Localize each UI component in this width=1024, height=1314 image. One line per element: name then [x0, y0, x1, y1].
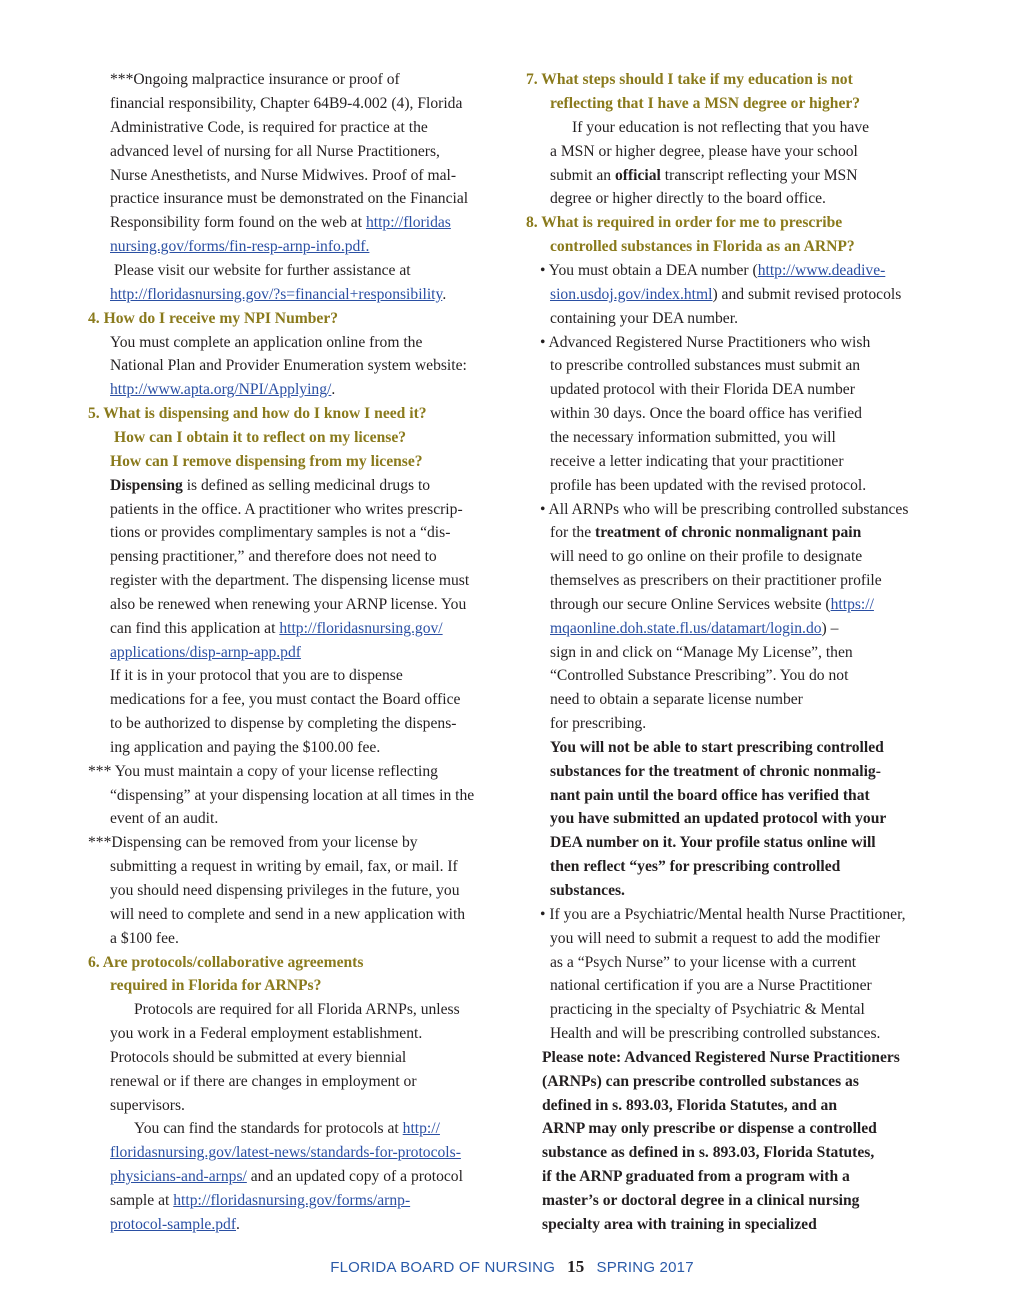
line-text-after: . — [331, 381, 336, 398]
line-text: sample at — [110, 1192, 174, 1209]
line-text-after: ) and submit revised protocols — [712, 286, 902, 303]
question-heading — [88, 307, 338, 331]
text-line — [550, 140, 858, 164]
text-line — [550, 474, 866, 498]
line-text: a MSN or higher degree, please have your school — [550, 143, 858, 160]
hyperlink[interactable]: http://floridasnursing.gov/forms/arnp- — [173, 1192, 411, 1209]
text-line — [110, 736, 380, 760]
text-line — [540, 903, 906, 927]
line-text-after: . — [236, 1216, 240, 1233]
hyperlink[interactable]: mqaonline.doh.state.fl.us/datamart/login.do — [550, 620, 822, 637]
bold-emphasis: treatment of chronic nonmalignant pain — [595, 524, 862, 541]
line-text: defined in s. 893.03, Florida Statutes, and an — [542, 1097, 838, 1114]
line-text: also be renewed when renewing your ARNP license. You — [110, 596, 467, 613]
line-text: controlled substances in Florida as an ARNP? — [550, 238, 855, 255]
line-text: within 30 days. Once the board office has verified — [550, 405, 862, 422]
hyperlink[interactable]: https:// — [830, 596, 874, 613]
line-text: • If you are a Psychiatric/Mental health Nurse Practitioner, — [540, 906, 906, 923]
line-text: the necessary information submitted, you will — [550, 429, 836, 446]
line-text: substances. — [550, 882, 625, 899]
line-text-after: ) – — [821, 620, 839, 637]
text-line — [110, 617, 443, 641]
line-text: You must complete an application online from the — [110, 334, 423, 351]
bold-emphasis: official — [614, 167, 661, 184]
line-text: degree or higher directly to the board office. — [550, 190, 826, 207]
hyperlink[interactable]: http://www.deadive- — [757, 262, 886, 279]
line-text: 5. What is dispensing and how do I know I need it? — [88, 405, 427, 422]
line-text: reflecting that I have a MSN degree or higher? — [550, 95, 861, 112]
text-line — [550, 378, 855, 402]
text-line — [550, 354, 860, 378]
text-line — [110, 1189, 410, 1213]
line-text: • All ARNPs who will be prescribing controlled substances — [540, 501, 909, 518]
line-text: ***Ongoing malpractice insurance or proof of — [110, 71, 400, 88]
line-text: ing application and paying the $100.00 fee. — [110, 739, 381, 756]
line-text: 8. What is required in order for me to prescribe — [526, 214, 843, 231]
text-line — [110, 927, 179, 951]
text-line — [110, 68, 400, 92]
text-line — [550, 521, 861, 545]
line-text: then reflect “yes” for prescribing controlled — [550, 858, 841, 875]
text-line — [542, 1070, 859, 1094]
line-text: master’s or doctoral degree in a clinical nursing — [542, 1192, 860, 1209]
line-text: medications for a fee, you must contact the Board office — [110, 691, 461, 708]
text-line — [110, 211, 451, 235]
line-text: renewal or if there are changes in employment or — [110, 1073, 417, 1090]
text-line — [550, 855, 840, 879]
text-line — [540, 259, 885, 283]
hyperlink[interactable]: http://floridasnursing.gov/ — [279, 620, 443, 637]
text-line — [110, 712, 456, 736]
text-line — [550, 736, 884, 760]
text-line — [550, 593, 874, 617]
line-text: pensing practitioner,” and therefore does not need to — [110, 548, 437, 565]
line-text: You can find the standards for protocols at — [134, 1120, 403, 1137]
line-text: practice insurance must be demonstrated on the Financial — [110, 190, 469, 207]
text-line — [110, 903, 465, 927]
issue-date: SPRING 2017 — [596, 1259, 694, 1276]
text-line — [550, 927, 880, 951]
line-text: 6. Are protocols/collaborative agreements — [88, 954, 364, 971]
text-line — [540, 331, 870, 355]
line-text: through our secure Online Services website ( — [550, 596, 831, 613]
text-line — [110, 1022, 422, 1046]
line-text: themselves as prescribers on their practitioner profile — [550, 572, 882, 589]
text-line — [550, 664, 848, 688]
line-text: containing your DEA number. — [550, 310, 738, 327]
question-heading — [526, 68, 853, 92]
line-text: substances for the treatment of chronic nonmalig- — [550, 763, 881, 780]
line-text: event of an audit. — [110, 810, 219, 827]
line-text-after: . — [442, 286, 447, 303]
line-text: you should need dispensing privileges in the future, you — [110, 882, 460, 899]
text-line — [550, 617, 838, 641]
line-text-after: and an updated copy of a protocol — [246, 1168, 463, 1185]
text-line — [550, 402, 862, 426]
line-text-after: transcript reflecting your MSN — [660, 167, 858, 184]
text-line — [110, 116, 428, 140]
text-line — [88, 760, 438, 784]
line-text: “dispensing” at your dispensing location at all times in the — [110, 787, 475, 804]
line-text: *** You must maintain a copy of your license reflecting — [88, 763, 438, 780]
line-text: financial responsibility, Chapter 64B9-4.002 (4), Florida — [110, 95, 463, 112]
text-line — [110, 593, 466, 617]
line-text: Nurse Anesthetists, and Nurse Midwives. Proof of mal- — [110, 167, 457, 184]
text-line — [540, 498, 908, 522]
text-line — [110, 164, 456, 188]
text-line — [542, 1213, 817, 1237]
question-heading — [88, 402, 427, 426]
line-text: you have submitted an updated protocol with your — [550, 810, 887, 827]
publication-name: FLORIDA BOARD OF NURSING — [330, 1259, 556, 1276]
text-line — [550, 712, 646, 736]
text-line — [550, 187, 826, 211]
line-text: • You must obtain a DEA number ( — [540, 262, 758, 279]
bold-term: Dispensing — [110, 477, 183, 494]
text-line — [110, 378, 335, 402]
text-line — [110, 545, 437, 569]
line-text: you work in a Federal employment establishment. — [110, 1025, 423, 1042]
text-line — [572, 116, 869, 140]
text-line — [110, 354, 467, 378]
line-text: submit an — [550, 167, 615, 184]
hyperlink[interactable]: physicians-and-arnps/ — [110, 1168, 247, 1185]
text-line — [110, 474, 430, 498]
text-line — [110, 807, 218, 831]
line-text: will need to go online on their profile to designate — [550, 548, 863, 565]
text-line — [550, 807, 886, 831]
line-text: Health and will be prescribing controlled substances. — [550, 1025, 881, 1042]
line-text: Please note: Advanced Registered Nurse Practitioners — [542, 1049, 900, 1066]
line-text: updated protocol with their Florida DEA number — [550, 381, 855, 398]
text-line — [550, 569, 882, 593]
line-text: a $100 fee — [110, 930, 175, 947]
text-line — [110, 521, 450, 545]
text-line — [550, 307, 738, 331]
line-text: advanced level of nursing for all Nurse Practitioners, — [110, 143, 440, 160]
line-text: If it is in your protocol that you are to dispense — [110, 667, 403, 684]
text-line — [542, 1141, 874, 1165]
line-text: 7. What steps should I take if my education is not — [526, 71, 853, 88]
text-line — [110, 879, 460, 903]
line-text: Responsibility form found on the web at — [110, 214, 366, 231]
line-text: will need to complete and send in a new application with — [110, 906, 466, 923]
line-text: if the ARNP graduated from a program with a — [542, 1168, 850, 1185]
line-text: patients in the office. A practitioner who writes prescrip- — [110, 501, 463, 518]
line-text: submitting a request in writing by email, fax, or mail. If — [110, 858, 458, 875]
text-line — [110, 855, 458, 879]
text-line — [134, 998, 460, 1022]
line-text: Protocols should be submitted at every biennial — [110, 1049, 407, 1066]
text-line — [550, 283, 901, 307]
question-heading — [110, 450, 423, 474]
text-line — [542, 1189, 859, 1213]
line-text: to be authorized to dispense by completing the dispens- — [110, 715, 457, 732]
line-text: How can I remove dispensing from my license? — [110, 453, 423, 470]
text-line — [542, 1046, 900, 1070]
text-line — [550, 450, 844, 474]
text-line — [110, 1070, 417, 1094]
line-text: for prescribing. — [550, 715, 647, 732]
text-line — [550, 688, 803, 712]
text-line — [110, 92, 462, 116]
text-line — [550, 641, 853, 665]
line-text: specialty area with training in specialized — [542, 1216, 817, 1233]
text-line — [110, 283, 446, 307]
line-text: need to obtain a separate license number — [550, 691, 803, 708]
line-text: National Plan and Provider Enumeration system website: — [110, 357, 467, 374]
line-text: • Advanced Registered Nurse Practitioners who wish — [540, 334, 871, 351]
text-line — [550, 545, 862, 569]
text-line — [110, 1213, 240, 1237]
line-text: profile has been updated with the revised protocol. — [550, 477, 867, 494]
line-text: sign in and click on “Manage My License”, then — [550, 644, 853, 661]
line-text: How can I obtain it to reflect on my license? — [114, 429, 407, 446]
text-line — [110, 1165, 463, 1189]
line-text: practicing in the specialty of Psychiatric & Mental — [550, 1001, 865, 1018]
text-line — [110, 1141, 461, 1165]
text-line — [110, 187, 468, 211]
line-text: ***Dispensing can be removed from your license by — [88, 834, 418, 851]
hyperlink[interactable]: floridasnursing.gov/latest-news/standards-for-protocols- — [110, 1144, 461, 1161]
line-text: national certification if you are a Nurse Practitioner — [550, 977, 872, 994]
text-line — [110, 569, 469, 593]
line-text: receive a letter indicating that your practitioner — [550, 453, 844, 470]
text-line — [110, 688, 460, 712]
line-text: to prescribe controlled substances must submit an — [550, 357, 861, 374]
line-text: as a “Psych Nurse” to your license with a current — [550, 954, 857, 971]
text-line — [550, 974, 872, 998]
line-text: supervisors. — [110, 1097, 185, 1114]
line-text: (ARNPs) can prescribe controlled substances as — [542, 1073, 859, 1090]
text-line — [114, 259, 411, 283]
text-line — [550, 1022, 880, 1046]
hyperlink[interactable]: applications/disp-arnp-app.pdf — [110, 644, 301, 661]
line-text: DEA number on it. Your profile status online will — [550, 834, 876, 851]
line-text: “Controlled Substance Prescribing”. You do not — [550, 667, 849, 684]
line-text-after: . — [174, 930, 179, 947]
text-line — [542, 1165, 850, 1189]
hyperlink[interactable]: sion.usdoj.gov/index.html — [550, 286, 713, 303]
question-heading — [526, 211, 842, 235]
line-text: required in Florida for ARNPs? — [110, 977, 322, 994]
question-heading — [110, 974, 321, 998]
line-text: can find this application at — [110, 620, 280, 637]
line-text: register with the department. The dispensing license must — [110, 572, 470, 589]
line-text: Protocols are required for all Florida ARNPs, unless — [134, 1001, 460, 1018]
line-text: ARNP may only prescribe or dispense a controlled — [542, 1120, 877, 1137]
text-line — [110, 140, 440, 164]
hyperlink[interactable]: http://www.apta.org/NPI/Applying/ — [110, 381, 332, 398]
text-line — [88, 831, 418, 855]
question-heading — [550, 235, 855, 259]
text-line — [550, 951, 856, 975]
hyperlink[interactable]: http:// — [402, 1120, 440, 1137]
text-line — [110, 235, 369, 259]
line-text: you will need to submit a request to add the modifier — [550, 930, 880, 947]
text-line — [110, 331, 422, 355]
text-line — [550, 831, 876, 855]
hyperlink[interactable]: protocol-sample.pdf — [110, 1216, 237, 1233]
text-line — [110, 664, 403, 688]
text-line — [110, 784, 474, 808]
text-line — [134, 1117, 440, 1141]
text-line — [110, 1046, 406, 1070]
text-line — [110, 1094, 185, 1118]
line-text: Administrative Code, is required for practice at the — [110, 119, 428, 136]
hyperlink[interactable]: http://floridasnursing.gov/?s=financial+responsibility — [110, 286, 443, 303]
hyperlink[interactable]: nursing.gov/forms/fin-resp-arnp-info.pdf. — [110, 238, 370, 255]
line-text: nant pain until the board office has verified that — [550, 787, 870, 804]
text-line — [550, 760, 881, 784]
question-heading — [88, 951, 363, 975]
question-heading — [550, 92, 860, 116]
text-line — [110, 498, 463, 522]
text-line — [542, 1117, 877, 1141]
line-text: You will not be able to start prescribing controlled — [550, 739, 884, 756]
text-line — [550, 784, 870, 808]
question-heading — [114, 426, 406, 450]
page-footer — [0, 1256, 1024, 1279]
text-line — [550, 164, 858, 188]
line-text: 4. How do I receive my NPI Number? — [88, 310, 339, 327]
line-text: If your education is not reflecting that you have — [572, 119, 870, 136]
text-line — [542, 1094, 837, 1118]
line-text: for the — [550, 524, 596, 541]
hyperlink[interactable]: http://floridas — [365, 214, 451, 231]
page-number: 15 — [567, 1257, 585, 1276]
text-line — [550, 426, 836, 450]
line-text: is defined as selling medicinal drugs to — [182, 477, 431, 494]
text-line — [550, 998, 865, 1022]
line-text: Please visit our website for further assistance at — [114, 262, 411, 279]
text-line — [110, 641, 301, 665]
line-text: tions or provides complimentary samples is not a “dis- — [110, 524, 451, 541]
line-text: substance as defined in s. 893.03, Florida Statutes, — [542, 1144, 875, 1161]
text-line — [550, 879, 625, 903]
